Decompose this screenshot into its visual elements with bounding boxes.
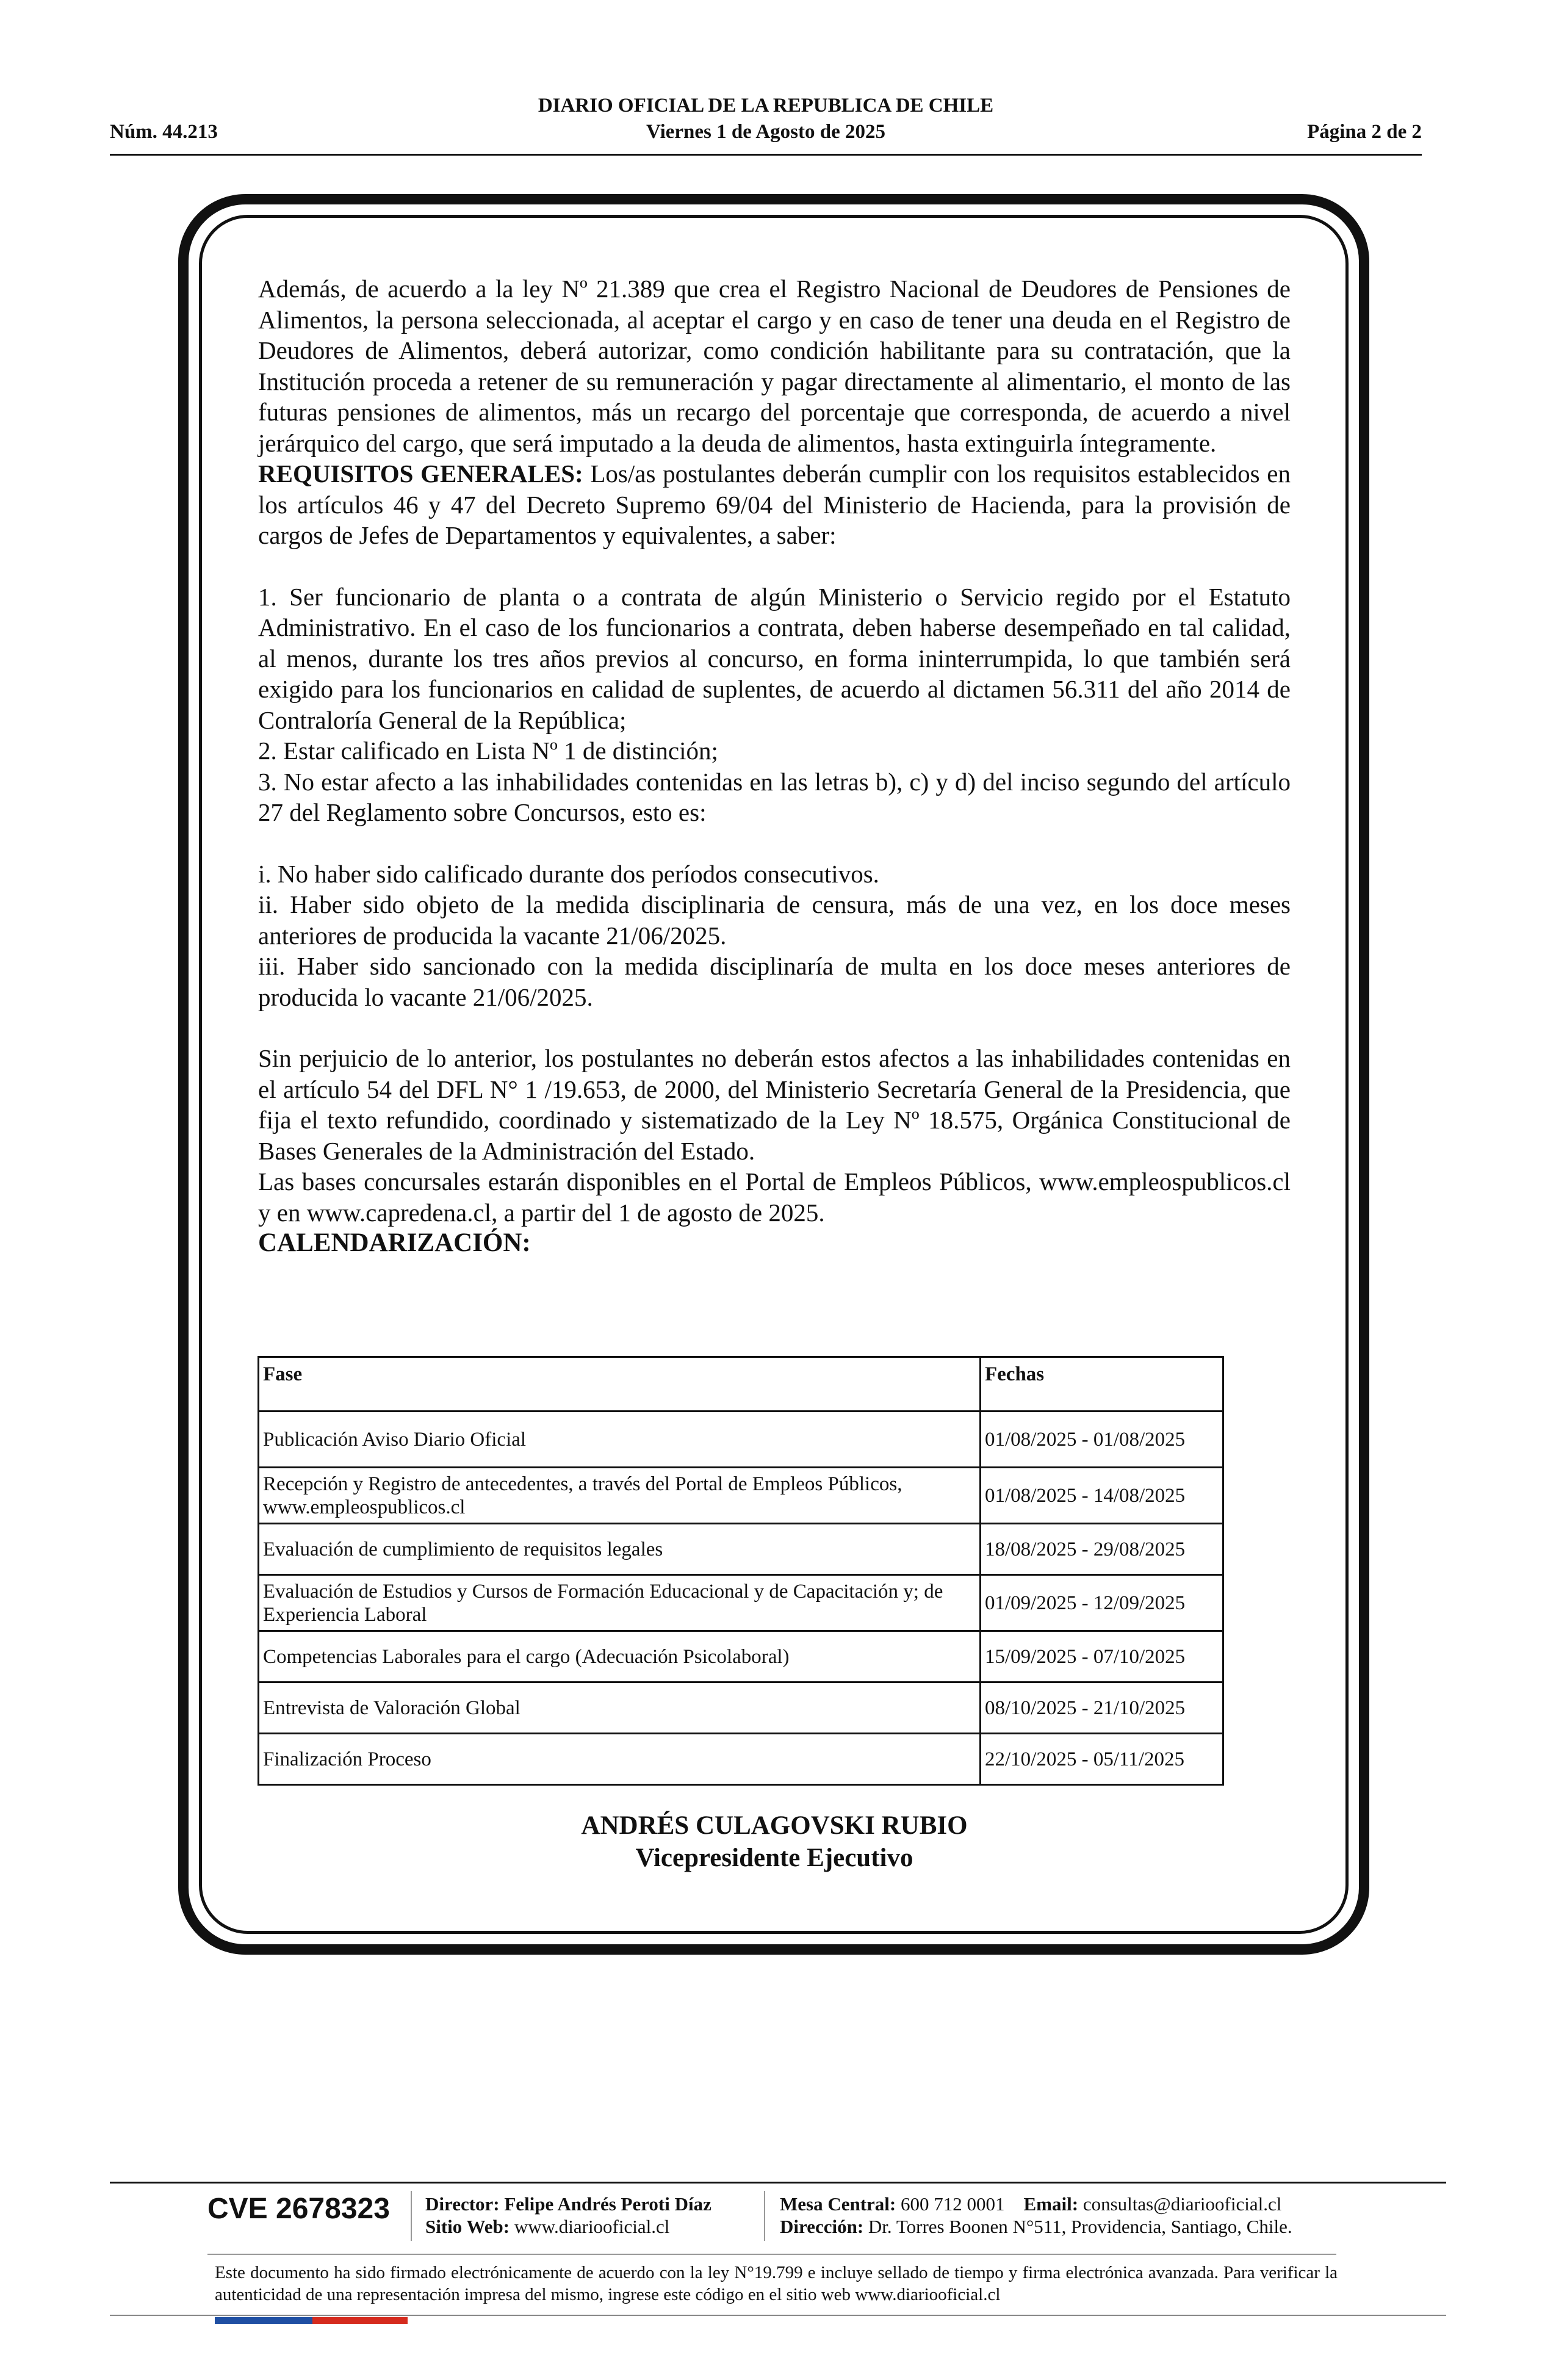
table-row <box>259 1682 1223 1734</box>
table-row <box>259 1734 1223 1785</box>
contact-line: Mesa Central: 600 712 0001 Email: consultas@diariooficial.cl <box>780 2193 1282 2215</box>
address-line: Dirección: Dr. Torres Boonen N°511, Providencia, Santiago, Chile. <box>780 2216 1292 2237</box>
email-link[interactable]: consultas@diariooficial.cl <box>1078 2193 1282 2215</box>
website-link[interactable]: www.diariooficial.cl <box>510 2216 670 2237</box>
spacer <box>258 828 1291 859</box>
footer-inner-divider <box>207 2254 1336 2255</box>
dates-cell: 01/08/2025 - 14/08/2025 <box>981 1468 1223 1524</box>
column-header-fase: Fase <box>259 1357 981 1412</box>
notice-body <box>258 273 1291 1259</box>
footer-separator <box>411 2191 412 2241</box>
website-line: Sitio Web: www.diariooficial.cl <box>425 2216 670 2237</box>
dates-cell: 08/10/2025 - 21/10/2025 <box>981 1682 1223 1734</box>
dates-cell: 01/08/2025 - 01/08/2025 <box>981 1412 1223 1468</box>
bases-paragraph: Las bases concursales estarán disponibles en el Portal de Empleos Públicos, www.empleospublicos.cl y en www.capredena.cl, a partir del 1 de agosto de 2025. <box>258 1167 1291 1227</box>
flag-stripe-red <box>312 2317 408 2324</box>
dates-cell: 01/09/2025 - 12/09/2025 <box>981 1575 1223 1631</box>
table-row <box>259 1468 1223 1524</box>
inhabilidades-paragraph: Sin perjuicio de lo anterior, los postulantes no deberán estos afectos a las inhabilidades contenidas en el artículo 54 del DFL N° 1 /19.653, de 2000, del Ministerio Secretaría General de la Presidencia, que fija el texto refundido, coordinado y sistematizado de la Ley Nº 18.575, Orgánica Constitucional de Bases Generales de la Administración del Estado. <box>258 1044 1291 1165</box>
requirement-item-3: 3. No estar afecto a las inhabilidades contenidas en las letras b), c) y d) del inciso segundo del artículo 27 del Reglamento sobre Concursos, esto es: <box>258 767 1291 826</box>
requirement-item-2: 2. Estar calificado en Lista Nº 1 de distinción; <box>258 737 718 765</box>
calendar-heading: CALENDARIZACIÓN: <box>258 1228 531 1257</box>
sub-item-iii: iii. Haber sido sancionado con la medida disciplinaría de multa en los doce meses anteriores de producida lo vacante 21/06/2025. <box>258 952 1291 1011</box>
spacer <box>258 551 1291 582</box>
phase-cell: Publicación Aviso Diario Oficial <box>259 1412 981 1468</box>
issue-number: Núm. 44.213 <box>110 121 218 143</box>
signatory-title: Vicepresidente Ejecutivo <box>635 1844 913 1872</box>
table-header-row <box>259 1357 1223 1412</box>
phase-cell: Finalización Proceso <box>259 1734 981 1785</box>
phase-cell: Evaluación de Estudios y Cursos de Formación Educacional y de Capacitación y; de Experiencia Laboral <box>259 1575 981 1631</box>
table-row <box>259 1524 1223 1575</box>
sub-item-i: i. No haber sido calificado durante dos períodos consecutivos. <box>258 859 879 888</box>
dates-cell: 15/09/2025 - 07/10/2025 <box>981 1631 1223 1682</box>
footer-bottom-divider <box>110 2315 1446 2316</box>
alimentos-paragraph: Además, de acuerdo a la ley Nº 21.389 que crea el Registro Nacional de Deudores de Pensiones de Alimentos, la persona seleccionada, al aceptar el cargo y en caso de tener una deuda en el Registro de Deudores de Alimentos, deberá autorizar, como condición habilitante para su contratación, que la Institución proceda a retener de su remuneración y pagar directamente al alimentario, el monto de las futuras pensiones de alimentos, más un recargo del porcentaje que corresponda, de acuerdo a nivel jerárquico del cargo, que será imputado a la deuda de alimentos, hasta extinguirla íntegramente. <box>258 275 1291 457</box>
footer-contact-block <box>780 2193 1292 2238</box>
page-indicator: Página 2 de 2 <box>1307 121 1422 143</box>
requirement-item-1: 1. Ser funcionario de planta o a contrata de algún Ministerio o Servicio regido por el Estatuto Administrativo. En el caso de los funcionarios a contrata, deben haberse desempeñado en tal calidad, al menos, durante los tres años previos al concurso, en forma ininterrumpida, lo que también será exigido para los funcionarios en calidad de suplentes, de acuerdo al dictamen 56.311 del año 2014 de Contraloría General de la República; <box>258 582 1291 734</box>
table-row <box>259 1575 1223 1631</box>
signatory-name: ANDRÉS CULAGOVSKI RUBIO <box>581 1811 968 1840</box>
requisitos-heading: REQUISITOS GENERALES: <box>258 460 583 488</box>
table-row <box>259 1631 1223 1682</box>
footer-director-block <box>425 2193 711 2238</box>
header-divider <box>110 154 1422 156</box>
requisitos-paragraph: REQUISITOS GENERALES: Los/as postulantes deberán cumplir con los requisitos establecidos en los artículos 46 y 47 del Decreto Supremo 69/04 del Ministerio de Hacienda, para la provisión de cargos de Jefes de Departamentos y equivalentes, a saber: <box>258 460 1291 549</box>
electronic-signature-notice: Este documento ha sido firmado electrónicamente de acuerdo con la ley N°19.799 e incluye sellado de tiempo y firma electrónica avanzada. Para verificar la autenticidad de una representación impresa del mismo, ingrese este código en el sitio web www.diariooficial.cl <box>215 2263 1338 2304</box>
footer-divider <box>110 2182 1446 2183</box>
calendar-table <box>258 1356 1224 1786</box>
column-header-fechas: Fechas <box>981 1357 1223 1412</box>
cve-code: CVE 2678323 <box>207 2193 390 2225</box>
dates-cell: 22/10/2025 - 05/11/2025 <box>981 1734 1223 1785</box>
phase-cell: Entrevista de Valoración Global <box>259 1682 981 1734</box>
newspaper-title: DIARIO OFICIAL DE LA REPUBLICA DE CHILE <box>538 95 994 117</box>
table-row <box>259 1412 1223 1468</box>
sub-item-ii: ii. Haber sido objeto de la medida disciplinaria de censura, más de una vez, en los doce meses anteriores de producida la vacante 21/06/2025. <box>258 890 1291 950</box>
page-header <box>110 95 1422 159</box>
director-line: Director: Felipe Andrés Peroti Díaz <box>425 2193 711 2215</box>
phase-cell: Evaluación de cumplimiento de requisitos legales <box>259 1524 981 1575</box>
phase-cell: Competencias Laborales para el cargo (Adecuación Psicolaboral) <box>259 1631 981 1682</box>
phase-cell: Recepción y Registro de antecedentes, a través del Portal de Empleos Públicos, www.empleospublicos.cl <box>259 1468 981 1524</box>
dates-cell: 18/08/2025 - 29/08/2025 <box>981 1524 1223 1575</box>
issue-date: Viernes 1 de Agosto de 2025 <box>646 121 885 143</box>
footer-separator <box>764 2191 765 2241</box>
spacer <box>258 1012 1291 1043</box>
flag-stripe-blue <box>215 2317 312 2324</box>
